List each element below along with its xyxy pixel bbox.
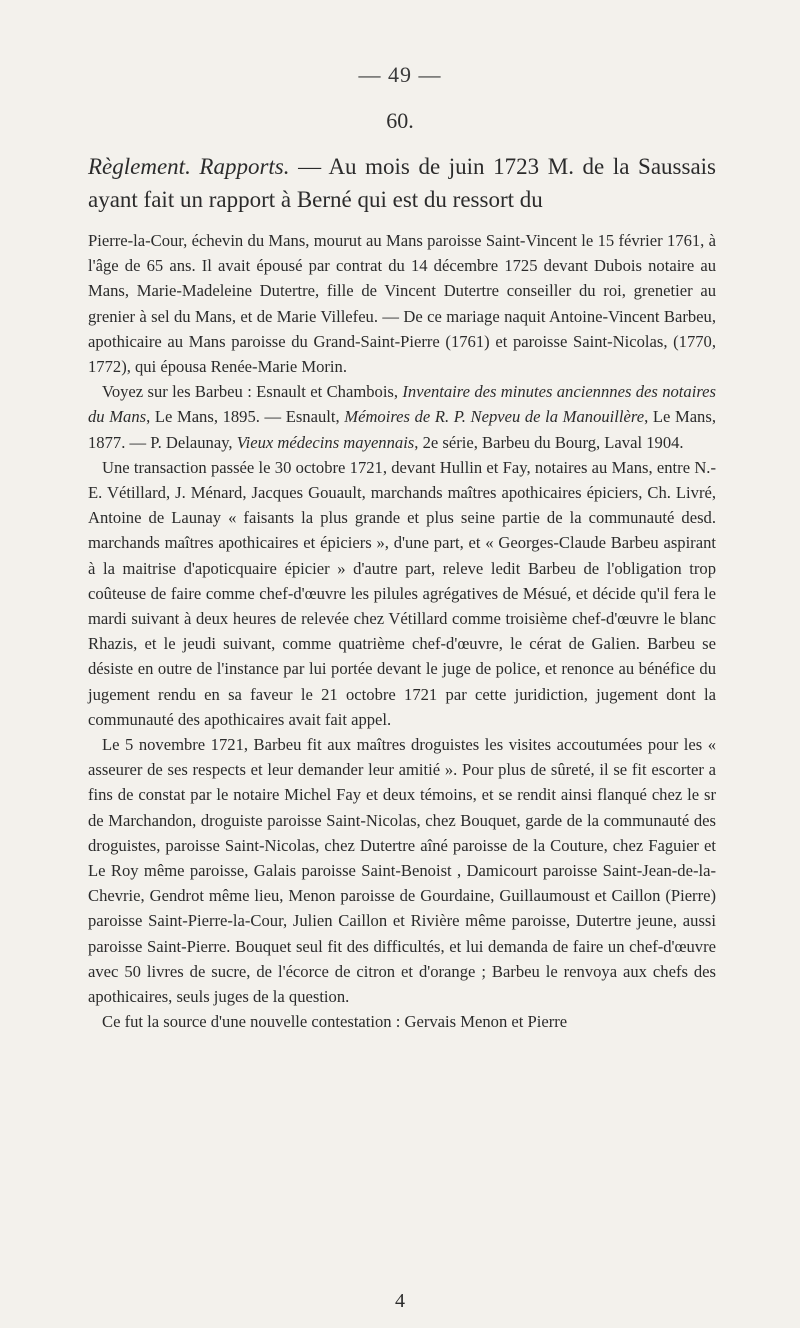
section-number: 60. — [386, 108, 414, 133]
paragraph — [88, 228, 716, 379]
text-run: Une transaction passée le 30 octobre 1721, devant Hullin et Fay, notaires au Mans, entre N.-E. Vétillard, J. Ménard, Jacques Gouault, marchands maîtres apothicaires épiciers, Ch. Livré, Antoine de Launay « faisants la plus grande et plus seine partie de la communauté desd. marchands maîtres apothicaires et épiciers », d'une part, et « Georges-Claude Barbeu aspirant à la maitrise d'apoticquaire épicier » d'autre part, releve ledit Barbeu de l'obligation trop coûteuse de faire comme chef-d'œuvre les pilules agrégatives de Mésué, et décide qu'il fera le mardi suivant à deux heures de relevée chez Vétillard comme troisième chef-d'œuvre le blanc Rhazis, et le jeudi suivant, comme quatrième chef-d'œuvre, le cérat de Galien. Barbeu se désiste en outre de l'instance par lui portée devant le juge de police, et renonce au bénéfice du jugement rendu en sa faveur le 21 octobre 1721 par cette juridiction, jugement dont la communauté des apothicaires avait fait appel. — [88, 457, 716, 729]
section-intro — [88, 150, 716, 216]
text-run: Le 5 novembre 1721, Barbeu fit aux maîtres droguistes les visites accoutumées pour les « asseurer de ses respects et leur demander leur amitié ». Pour plus de sûreté, il se fit escorter a fins de constat par le notaire Michel Fay et deux témoins, et se rendit ainsi flanqué chez le sr de Marchandon, droguiste paroisse Saint-Nicolas, chez Bouquet, garde de la communauté des droguistes, paroisse Saint-Nicolas, chez Dutertre aîné paroisse de la Couture, chez Faguier et Le Roy même paroisse, Galais paroisse Saint-Benoist , Damicourt paroisse Saint-Jean-de-la-Chevrie, Gendrot même lieu, Menon paroisse de Gourdaine, Guillaumoust et Caillon (Pierre) paroisse Saint-Pierre-la-Cour, Julien Caillon et Rivière même paroisse, Dutertre jeune, aussi paroisse Saint-Pierre. Bouquet seul fit des difficultés, et lui demanda de faire un chef-d'œuvre avec 50 livres de sucre, de l'écorce de citron et d'orange ; Barbeu le renvoya aux chefs des apothicaires, seuls juges de la question. — [88, 735, 716, 1007]
text-run: Voyez sur les Barbeu : Esnault et Chambois, — [102, 382, 403, 402]
italic-title: Inventaire des minutes anciennnes des notaires du Mans — [88, 382, 716, 427]
text-run: , 2e série, Barbeu du Bourg, Laval 1904. — [414, 432, 684, 452]
paragraph — [88, 379, 716, 455]
italic-title: Vieux médecins mayennais — [236, 432, 415, 452]
text-run: , Le Mans, 1877. — P. Delaunay, — [88, 407, 716, 452]
intro-lead: Règlement. Rapports. — [88, 154, 290, 179]
paragraph — [88, 732, 716, 1009]
text-run: , Le Mans, 1895. — Esnault, — [146, 407, 345, 427]
page-number-header: — 49 — — [358, 62, 442, 87]
italic-title: Mémoires de R. P. Nepveu de la Manouillère — [344, 407, 645, 427]
footnote-body — [88, 228, 716, 1035]
paragraph — [88, 455, 716, 732]
text-run: Ce fut la source d'une nouvelle contestation : Gervais Menon et Pierre — [102, 1012, 568, 1032]
text-run: Pierre-la-Cour, échevin du Mans, mourut au Mans paroisse Saint-Vincent le 15 février 1761, à l'âge de 65 ans. Il avait épousé par contrat du 14 décembre 1725 devant Dubois notaire au Mans, Marie-Madeleine Dutertre, fille de Vincent Dutertre conseiller du roi, grenetier au grenier à sel du Mans, et de Marie Villefeu. — De ce mariage naquit Antoine-Vincent Barbeu, apothicaire au Mans paroisse du Grand-Saint-Pierre (1761) et paroisse Saint-Nicolas, (1770, 1772), qui épousa Renée-Marie Morin. — [88, 231, 716, 377]
signature-mark: 4 — [395, 1290, 405, 1312]
intro-text: — Au mois de juin 1723 M. de la Saussais ayant fait un rapport à Berné qui est du ressort du — [88, 154, 717, 212]
paragraph — [88, 1009, 716, 1034]
